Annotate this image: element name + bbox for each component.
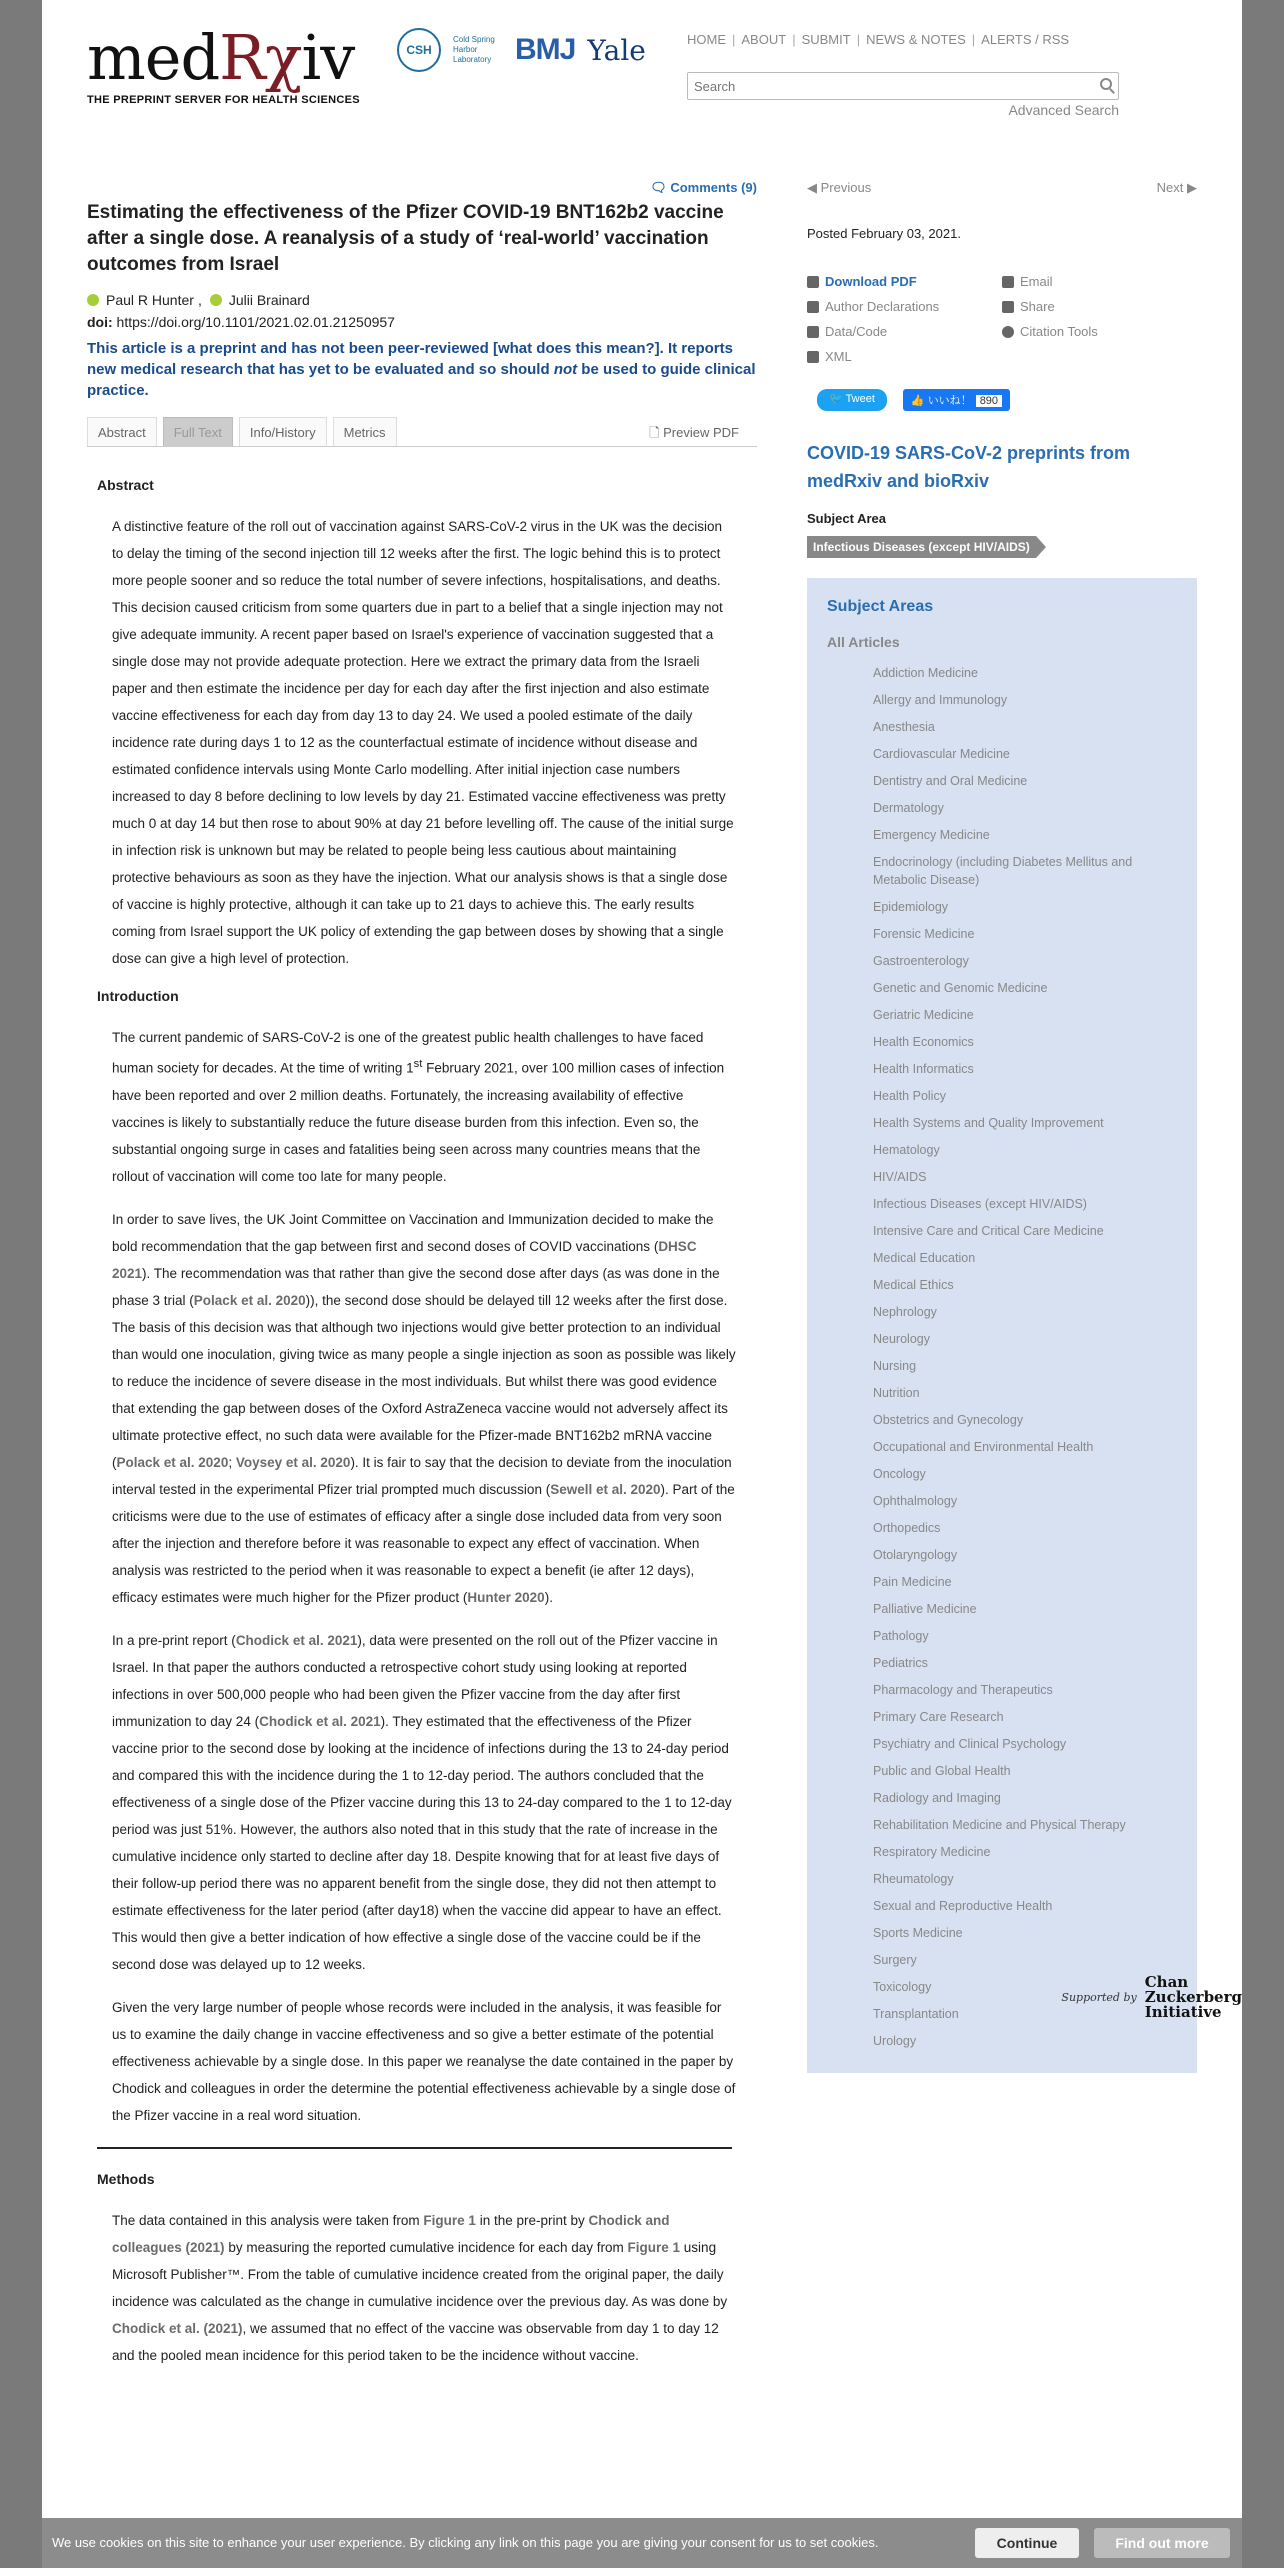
logo-tagline: THE PREPRINT SERVER FOR HEALTH SCIENCES (87, 94, 360, 106)
subject-area-item[interactable]: Gastroenterology (873, 954, 969, 968)
figure-link[interactable]: Figure 1 (423, 2212, 476, 2228)
share-icon (1002, 301, 1014, 313)
citation-link[interactable]: Polack et al. 2020 (116, 1454, 229, 1470)
subject-area-item[interactable]: Respiratory Medicine (873, 1845, 991, 1859)
subject-area-label: Subject Area (807, 511, 886, 526)
globe-icon (1002, 326, 1014, 338)
external-link-icon (807, 351, 819, 363)
all-articles-link[interactable]: All Articles (827, 634, 900, 650)
subject-area-item[interactable]: Neurology (873, 1332, 930, 1346)
subject-area-item[interactable]: Medical Ethics (873, 1278, 954, 1292)
subject-area-item[interactable]: Psychiatry and Clinical Psychology (873, 1737, 1067, 1751)
author-list: Paul R Hunter , Julii Brainard (87, 292, 757, 308)
citation-link[interactable]: Chodick et al. 2021 (259, 1713, 381, 1729)
citation-link[interactable]: Chodick et al. (2021) (112, 2320, 243, 2336)
section-heading: Abstract (97, 477, 154, 493)
logo-wordmark: medRχiv (87, 21, 355, 94)
citation-link[interactable]: Voysey et al. 2020 (235, 1454, 351, 1470)
twitter-icon: 🐦 (829, 393, 846, 405)
orcid-icon[interactable] (210, 294, 222, 306)
doi-link[interactable]: https://doi.org/10.1101/2021.02.01.21250957 (116, 314, 395, 330)
page (42, 0, 1242, 2568)
article-title: Estimating the effectiveness of the Pfizer COVID-19 BNT162b2 vaccine after a single dose. A reanalysis of a study of ‘real-world’ vaccination outcomes from Israel (87, 202, 724, 275)
subject-area-item[interactable]: Health Policy (873, 1089, 946, 1103)
subject-area-item[interactable]: Orthopedics (873, 1521, 941, 1535)
subject-area-item[interactable]: Health Economics (873, 1035, 974, 1049)
author-link[interactable]: Julii Brainard (228, 292, 310, 308)
preprint-notice: This article is a preprint and has not been peer-reviewed [what does this mean?]. It reports new medical research that has yet to be evaluated and so should not be used to guide clinical practice. (87, 340, 756, 399)
subject-areas-panel (807, 578, 1197, 2073)
subject-area-item[interactable]: Infectious Diseases (except HIV/AIDS) (873, 1197, 1087, 1211)
partner-logos (397, 28, 646, 72)
subject-area-item[interactable]: Pharmacology and Therapeutics (873, 1683, 1053, 1697)
subject-area-item[interactable]: Dentistry and Oral Medicine (873, 774, 1028, 788)
download-pdf-link[interactable]: Download PDF (807, 269, 1002, 294)
csh-text: Cold Spring Harbor Laboratory (453, 35, 495, 64)
subject-area-item[interactable]: Obstetrics and Gynecology (873, 1413, 1024, 1427)
subject-area-item[interactable]: Health Informatics (873, 1062, 974, 1076)
subject-area-item[interactable]: Cardiovascular Medicine (873, 747, 1010, 761)
subject-area-item[interactable]: Rheumatology (873, 1872, 954, 1886)
citation-link[interactable]: Polack et al. 2020 (193, 1292, 306, 1308)
nav-news[interactable]: NEWS & NOTES (866, 32, 966, 47)
email-link[interactable]: Email (1002, 269, 1197, 294)
subject-area-item[interactable]: Surgery (873, 1953, 917, 1967)
nav-home[interactable]: HOME (687, 32, 726, 47)
subject-area-item[interactable]: Anesthesia (873, 720, 935, 734)
yale-logo[interactable]: Yale (587, 33, 646, 67)
article-tools (807, 269, 1197, 369)
search-input[interactable] (688, 73, 1088, 99)
subject-areas-heading: Subject Areas (827, 598, 934, 615)
subject-area-item[interactable]: Health Systems and Quality Improvement (873, 1116, 1104, 1130)
subject-area-item[interactable]: Ophthalmology (873, 1494, 958, 1508)
paragraph: Given the very large number of people whose records were included in the analysis, it was feasible for us to examine the daily change in vaccine effectiveness and so give a better estimate of the potential effectiveness achievable by a single dose. In this paper we reanalyse the date contained in the paper by Chodick and colleagues in order the determine the potential effectiveness achievable by a single dose of the Pfizer vaccine in a real word situation. (112, 1999, 736, 2123)
subject-area-item[interactable]: Pain Medicine (873, 1575, 952, 1589)
thumbs-up-icon: 👍 (910, 395, 928, 407)
citation-link[interactable]: Sewell et al. 2020 (550, 1481, 661, 1497)
citation-link[interactable]: Chodick and colleagues (2021) (112, 2212, 670, 2255)
subject-area-item[interactable]: Allergy and Immunology (873, 693, 1008, 707)
subject-area-item[interactable]: Epidemiology (873, 900, 949, 914)
sidebar (807, 180, 1197, 2073)
paragraph: The current pandemic of SARS-CoV-2 is one of the greatest public health challenges to have faced human society for decades. At the time of writing 1st February 2021, over 100 million cases of infection have been reported and over 2 million deaths. Fortunately, the increasing availability of effective vaccines is likely to substantially reduce the future disease burden from this infection. Even so, the substantial ongoing surge in cases and fatalities being seen across many countries means that the rollout of vaccination will come too late for many people. (112, 1030, 725, 1184)
envelope-icon (1002, 276, 1014, 288)
top-nav: HOME | ABOUT | SUBMIT | NEWS & NOTES | ALERTS / RSS (687, 32, 1070, 47)
subject-area-item[interactable]: Oncology (873, 1467, 926, 1481)
comments-link[interactable]: 🗨 Comments (9) (650, 180, 757, 195)
medrxiv-logo[interactable] (87, 21, 360, 106)
posted-date: Posted February 03, 2021. (807, 226, 961, 241)
paragraph: In order to save lives, the UK Joint Committee on Vaccination and Immunization decided to make the bold recommendation that the gap between first and second doses of COVID vaccinations (DHSC 2021). The recommendation was that rather than give the second dose after days (as was done in the phase 3 trial (Polack et al. 2020)), the second dose should be delayed till 12 weeks after the first dose. The basis of this decision was that although two injections would give better protection to an individual than would one inoculation, giving twice as many people a single injection as soon as possible was likely to reduce the incidence of severe disease in the most individuals. But whilst there was good evidence that extending the gap between doses of the Oxford AstraZeneca vaccine would not adversely affect its ultimate protective effect, no such data were available for the Pfizer-made BNT162b2 mRNA vaccine (Polack et al. 2020; Voysey et al. 2020). It is fair to say that the decision to deviate from the inoculation interval tested in the experimental Pfizer trial prompted much discussion (Sewell et al. 2020). Part of the criticisms were due to the use of estimates of efficacy after a single dose included data from very soon after the injection and therefore before it was reasonable to expect any effect of vaccination. When analysis was restricted to the period when it was reasonable to expect a benefit (ie after 12 days), efficacy estimates were much higher for the Pfizer product (Hunter 2020). (112, 1211, 736, 1605)
subject-area-item[interactable]: Emergency Medicine (873, 828, 990, 842)
cookie-banner (42, 2518, 1242, 2568)
citation-link[interactable]: Hunter 2020 (467, 1589, 545, 1605)
preview-pdf-link[interactable]: 🗋 Preview PDF (649, 425, 739, 440)
continue-button[interactable]: Continue (975, 2528, 1079, 2558)
subject-area-item[interactable]: Pediatrics (873, 1656, 928, 1670)
subject-area-item[interactable]: Urology (873, 2034, 917, 2048)
subject-area-item[interactable]: Primary Care Research (873, 1710, 1004, 1724)
nav-about[interactable]: ABOUT (741, 32, 787, 47)
find-out-more-button[interactable]: Find out more (1094, 2528, 1230, 2558)
citation-link[interactable]: Chodick et al. 2021 (235, 1632, 358, 1648)
tweet-button[interactable]: 🐦 Tweet (817, 389, 887, 411)
tab-metrics[interactable]: Metrics (333, 417, 397, 446)
subject-area-item[interactable]: Intensive Care and Critical Care Medicine (873, 1224, 1104, 1238)
chevron-right-icon: ▶ (1183, 180, 1197, 195)
author-link[interactable]: Paul R Hunter (106, 292, 194, 308)
figure-link[interactable]: Figure 1 (627, 2239, 681, 2255)
abstract-text: A distinctive feature of the roll out of vaccination against SARS-CoV-2 virus in the UK was the decision to delay the timing of the second injection till 12 weeks after the first. The logic behind this is to protect more people sooner and so reduce the total number of severe infections, hospitalisations, and deaths. This decision caused criticism from some quarters due in part to a belief that a single injection may not give adequate immunity. A recent paper based on Israel's experience of vaccination suggested that a single dose may not provide adequate protection. Here we extract the primary data from the Israeli paper and then estimate the incidence per day for each day after the first injection and also estimate vaccine effectiveness for each day from day 13 to day 24. We used a pooled estimate of the daily incidence rate during days 1 to 12 as the counterfactual estimate of incidence without disease and estimated confidence intervals using Monte Carlo modelling. After initial injection case numbers increased to day 8 before declining to low levels by day 21. Estimated vaccine effectiveness was pretty much 0 at day 14 but then rose to about 90% at day 21 before levelling off. The cause of the initial surge in infection risk is unknown but may be related to people being less cautious about maintaining protective behaviours as soon as they have the injection. What our analysis shows is that a single dose of vaccine is highly protective, although it can take up to 21 days to achieve this. The early results coming from Israel support the UK policy of extending the gap between doses by showing that a single dose can give a high level of protection. (112, 519, 734, 966)
subject-area-item[interactable]: Nutrition (873, 1386, 920, 1400)
subject-area-item[interactable]: Nephrology (873, 1305, 937, 1319)
paragraph: In a pre-print report (Chodick et al. 2021), data were presented on the roll out of the Pfizer vaccine in Israel. In that paper the authors conducted a retrospective cohort study using looking at reported infections in over 500,000 people who had been given the Pfizer vaccine from the day after first immunization to day 24 (Chodick et al. 2021). They estimated that the effectiveness of the Pfizer vaccine prior to the second dose by looking at the incidence of infections during the 13 to 24-day period and compared this with the incidence during the 1 to 12-day period. The authors concluded that the effectiveness of a single dose of the Pfizer vaccine during this 13 to 24-day compared to the 1 to 12-day period was just 51%. However, the authors also noted that in this study that the rate of increase in the cumulative incidence only started to decline after day 18. Despite knowing that for at least five days of their follow-up period there was no apparent benefit from the single dose, they did not then attempt to estimate effectiveness for the later period (after day18) when the vaccine did appear to have an effect. This would then give a better indication of how effective a single dose of the vaccine could be if the second dose was delayed up to 12 weeks. (112, 1632, 732, 1972)
czi-logo: Chan Zuckerberg Initiative (1144, 1973, 1242, 2021)
next-link[interactable]: Next ▶ (1156, 180, 1197, 195)
previous-link[interactable]: ◀ Previous (807, 180, 872, 195)
subject-area-item[interactable]: Public and Global Health (873, 1764, 1011, 1778)
tab-info-history[interactable]: Info/History (239, 417, 327, 446)
subject-area-item[interactable]: Medical Education (873, 1251, 976, 1265)
share-link[interactable]: Share (1002, 294, 1197, 319)
article-column (87, 180, 757, 2385)
chevron-left-icon: ◀ (807, 180, 821, 195)
facebook-like-button[interactable]: 👍 いいね！ 890 (903, 389, 1010, 411)
subject-area-item[interactable]: Occupational and Environmental Health (873, 1440, 1094, 1454)
prev-next (807, 180, 1197, 196)
subject-area-item[interactable]: Otolaryngology (873, 1548, 958, 1562)
author-declarations-link[interactable]: Author Declarations (807, 294, 1002, 319)
document-icon (807, 326, 819, 338)
section-heading: Methods (97, 2170, 155, 2187)
subject-area-tag[interactable]: Infectious Diseases (except HIV/AIDS) (807, 536, 1036, 558)
czi-support[interactable] (1061, 1975, 1242, 2020)
subject-area-item[interactable]: Addiction Medicine (873, 666, 978, 680)
subject-area-item[interactable]: Pathology (873, 1629, 929, 1643)
social-buttons (817, 389, 1197, 411)
xml-link[interactable]: XML (807, 344, 1002, 369)
search-box (687, 72, 1119, 100)
tab-abstract[interactable]: Abstract (87, 417, 157, 446)
full-text (87, 477, 757, 2369)
divider (97, 2147, 732, 2149)
section-heading: Introduction (97, 988, 179, 1004)
subject-area-item[interactable]: Radiology and Imaging (873, 1791, 1001, 1805)
subject-area-item[interactable]: Dermatology (873, 801, 944, 815)
csh-logo[interactable]: CSH (397, 28, 441, 72)
covid-preprints-link[interactable]: COVID-19 SARS-CoV-2 preprints from medRxiv and bioRxiv (807, 443, 1131, 491)
subject-area-item[interactable]: Toxicology (873, 1980, 932, 1994)
data-code-link[interactable]: Data/Code (807, 319, 1002, 344)
subject-area-item[interactable]: HIV/AIDS (873, 1170, 927, 1184)
subject-area-item[interactable]: Rehabilitation Medicine and Physical Therapy (873, 1818, 1126, 1832)
subject-area-item[interactable]: Nursing (873, 1359, 917, 1373)
subject-area-item[interactable]: Genetic and Genomic Medicine (873, 981, 1048, 995)
subject-area-item[interactable]: Hematology (873, 1143, 940, 1157)
nav-submit[interactable]: SUBMIT (801, 32, 851, 47)
tab-full-text[interactable]: Full Text (163, 417, 233, 446)
orcid-icon[interactable] (87, 294, 99, 306)
subject-area-item[interactable]: Forensic Medicine (873, 927, 975, 941)
subject-area-item[interactable]: Geriatric Medicine (873, 1008, 974, 1022)
subject-area-item[interactable]: Sexual and Reproductive Health (873, 1899, 1053, 1913)
subject-area-item[interactable]: Palliative Medicine (873, 1602, 977, 1616)
doi-line: doi: https://doi.org/10.1101/2021.02.01.21250957 (87, 314, 395, 330)
nav-alerts[interactable]: ALERTS / RSS (981, 32, 1070, 47)
search-icon[interactable] (1100, 78, 1112, 90)
subject-area-item[interactable]: Sports Medicine (873, 1926, 963, 1940)
cookie-text: We use cookies on this site to enhance your user experience. By clicking any link on this page you are giving your consent for us to set cookies. (52, 2535, 879, 2550)
checkbox-icon (807, 301, 819, 313)
supported-by-text: Supported by (1061, 1991, 1137, 2004)
citation-link[interactable]: DHSC 2021 (112, 1238, 697, 1281)
paragraph: The data contained in this analysis were taken from Figure 1 in the pre-print by Chodick and colleagues (2021) by measuring the reported cumulative incidence for each day from Figure 1 using Microsoft Publisher™. From the table of cumulative incidence created from the original paper, the daily incidence was calculated as the change in cumulative incidence over the previous day. As was done by Chodick et al. (2021), we assumed that no effect of the vaccine was observable from day 1 to day 12 and the pooled mean incidence for this period taken to be the incidence without vaccine. (112, 2212, 728, 2363)
subject-area-item[interactable]: Transplantation (873, 2007, 959, 2021)
citation-tools-link[interactable]: Citation Tools (1002, 319, 1197, 344)
bmj-logo[interactable]: BMJ (515, 33, 576, 66)
article-tabs (87, 417, 757, 447)
comment-icon: 🗨 (650, 180, 671, 195)
advanced-search-link[interactable]: Advanced Search (1008, 102, 1119, 118)
subject-area-item[interactable]: Endocrinology (including Diabetes Mellitus and Metabolic Disease) (873, 855, 1133, 887)
file-icon: 🗋 (649, 425, 664, 440)
subject-area-list (873, 664, 1177, 2050)
download-icon (807, 276, 819, 288)
